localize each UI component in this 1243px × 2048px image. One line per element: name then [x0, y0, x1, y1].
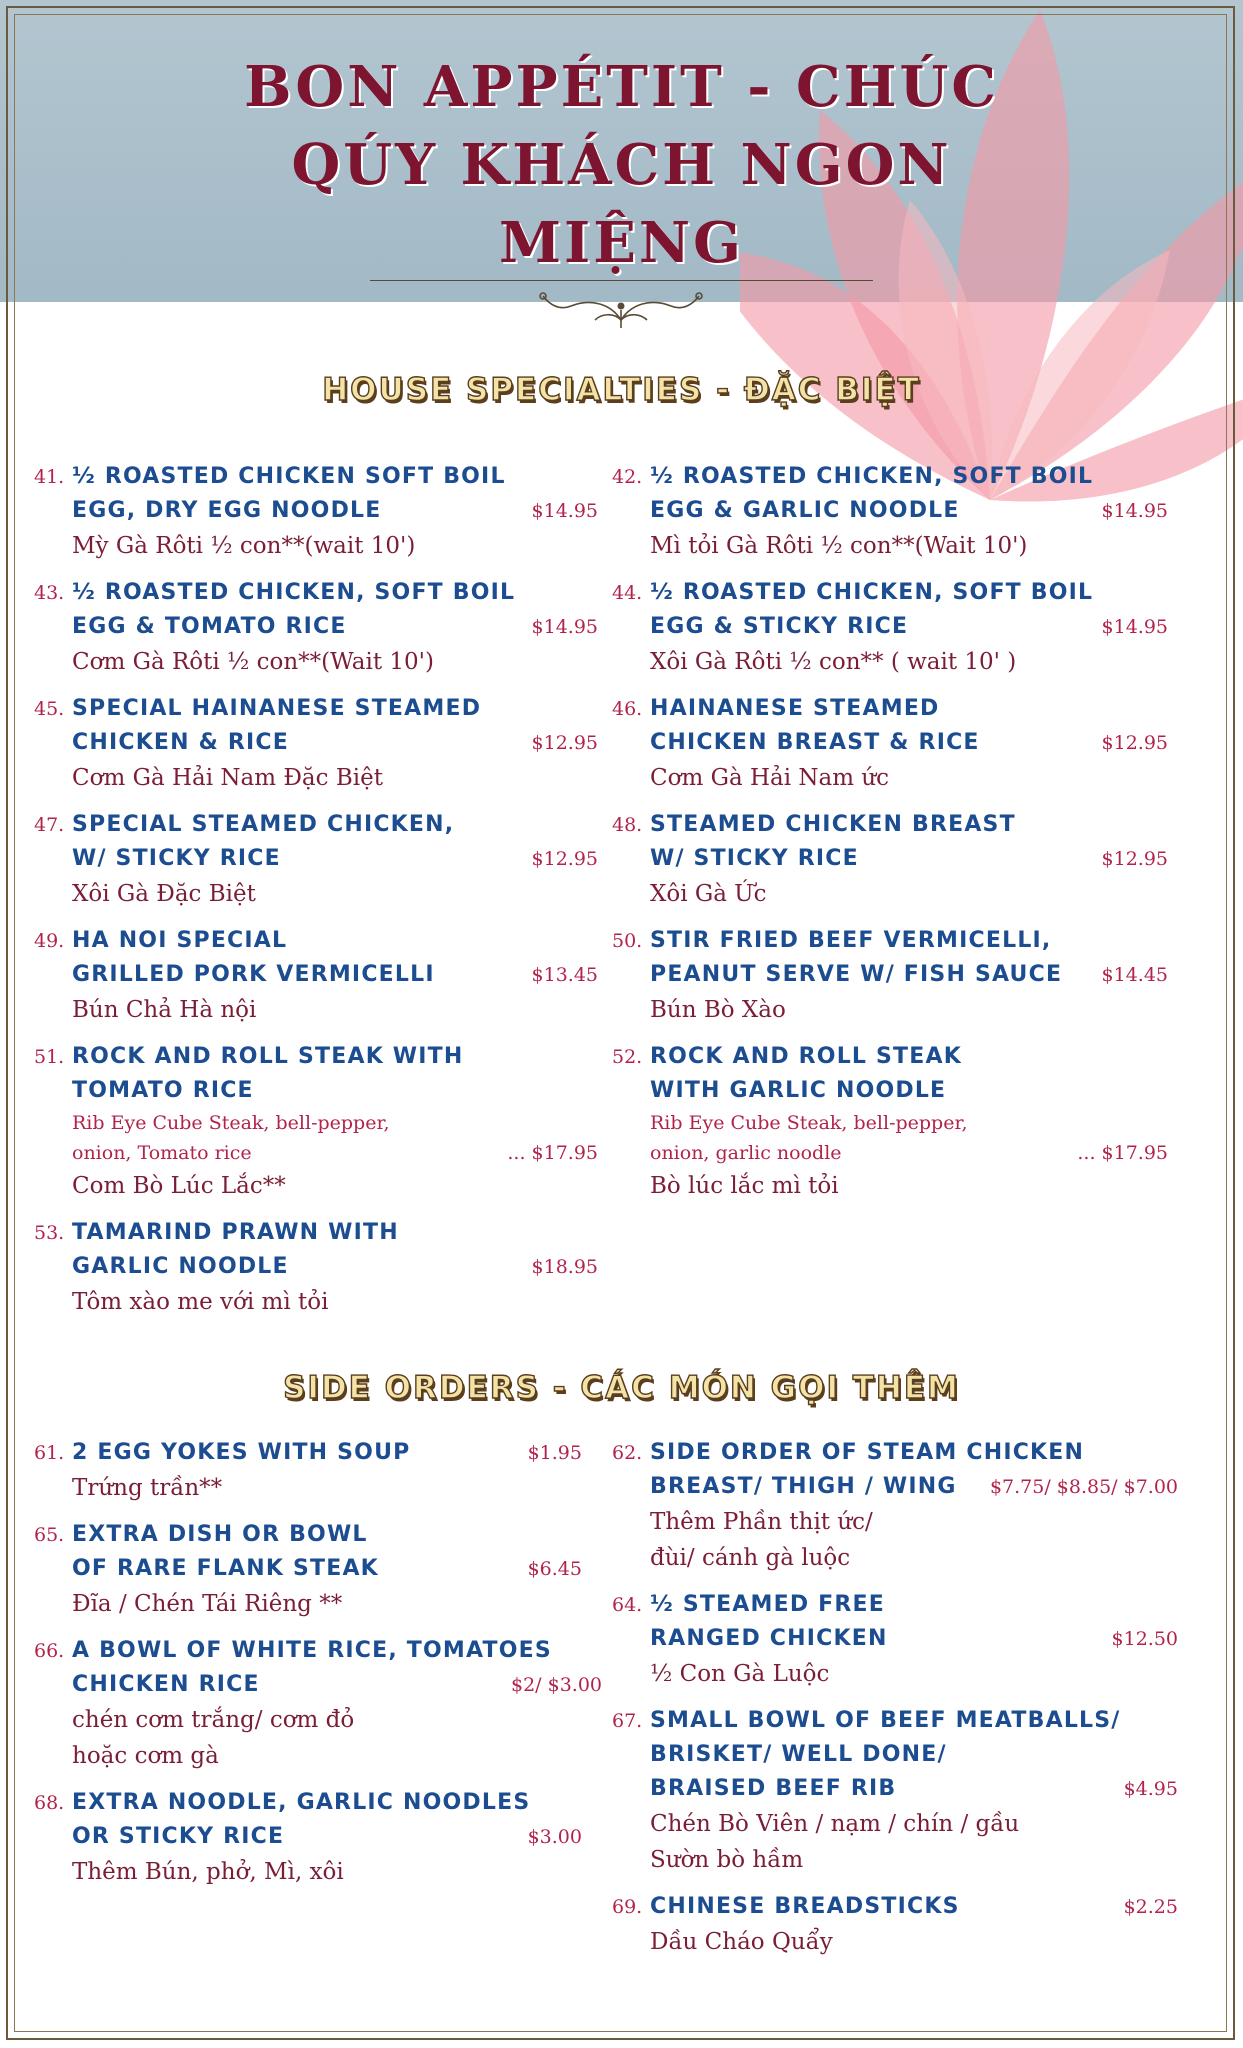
item-name: EGG & TOMATO RICE [72, 614, 347, 639]
item-number: 62. [612, 1442, 643, 1464]
item-number: 41. [34, 466, 65, 488]
item-name: HA NOI SPECIAL [72, 928, 288, 953]
item-price: $12.95 [1101, 732, 1168, 754]
page-title [110, 48, 1133, 282]
item-vietnamese-name: Trứng trần** [72, 1475, 223, 1501]
item-price: $4.95 [1123, 1778, 1178, 1800]
item-name: CHICKEN & RICE [72, 730, 289, 755]
item-name: ROCK AND ROLL STEAK [650, 1044, 962, 1069]
item-name: ½ ROASTED CHICKEN SOFT BOIL [72, 464, 506, 489]
item-price: $3.00 [527, 1826, 582, 1848]
item-number: 43. [34, 582, 65, 604]
item-name: HAINANESE STEAMED [650, 696, 940, 721]
item-vietnamese-name: Bò lúc lắc mì tỏi [650, 1173, 839, 1199]
item-vietnamese-name: Xôi Gà Đặc Biệt [72, 881, 256, 907]
item-vietnamese-name: Cơm Gà Hải Nam Đặc Biệt [72, 765, 383, 791]
item-name: GARLIC NOODLE [72, 1254, 289, 1279]
item-name: SIDE ORDER OF STEAM CHICKEN [650, 1440, 1085, 1465]
item-vietnamese-name: Mỳ Gà Rôti ½ con**(wait 10') [72, 533, 416, 559]
item-price: ... $17.95 [1077, 1142, 1168, 1164]
item-name: GRILLED PORK VERMICELLI [72, 962, 435, 987]
item-vietnamese-name: Bún Chả Hà nội [72, 997, 257, 1023]
item-price: $7.75/ $8.85/ $7.00 [989, 1476, 1178, 1498]
item-price: $12.95 [1101, 848, 1168, 870]
item-name: BREAST/ THIGH / WING [650, 1474, 957, 1499]
item-name: WITH GARLIC NOODLE [650, 1078, 947, 1103]
item-name: TAMARIND PRAWN WITH [72, 1220, 399, 1245]
item-name: SMALL BOWL OF BEEF MEATBALLS/ [650, 1708, 1121, 1733]
item-name: RANGED CHICKEN [650, 1626, 888, 1651]
item-name: EXTRA NOODLE, GARLIC NOODLES [72, 1790, 531, 1815]
item-name: PEANUT SERVE W/ FISH SAUCE [650, 962, 1063, 987]
section-title-side-orders: SIDE ORDERS - CÁC MÓN GỌI THÊM [283, 1370, 960, 1406]
item-number: 51. [34, 1046, 65, 1068]
item-name: OR STICKY RICE [72, 1824, 285, 1849]
item-vietnamese-name: Dầu Cháo Quẩy [650, 1929, 833, 1955]
item-vietnamese-name: Cơm Gà Hải Nam ức [650, 765, 890, 791]
item-number: 61. [34, 1442, 65, 1464]
item-number: 69. [612, 1896, 643, 1918]
item-name: EGG & GARLIC NOODLE [650, 498, 960, 523]
item-vietnamese-name: Thêm Phần thịt ức/ [650, 1509, 873, 1535]
item-vietnamese-name: ½ Con Gà Luộc [650, 1661, 830, 1687]
item-price: $2/ $3.00 [510, 1674, 602, 1696]
item-description: onion, Tomato rice [72, 1142, 252, 1164]
item-number: 65. [34, 1524, 65, 1546]
item-number: 64. [612, 1594, 643, 1616]
item-number: 48. [612, 814, 643, 836]
item-name: EGG, DRY EGG NOODLE [72, 498, 382, 523]
item-name: CHINESE BREADSTICKS [650, 1894, 960, 1919]
item-number: 45. [34, 698, 65, 720]
item-number: 68. [34, 1792, 65, 1814]
item-vietnamese-name: Mì tỏi Gà Rôti ½ con**(Wait 10') [650, 533, 1028, 559]
item-name: BRISKET/ WELL DONE/ [650, 1742, 947, 1767]
item-vietnamese-name: Xôi Gà Ức [650, 881, 767, 907]
item-vietnamese-name: Thêm Bún, phở, Mì, xôi [72, 1859, 344, 1885]
item-price: $14.95 [1101, 616, 1168, 638]
flourish-ornament-icon [521, 284, 721, 332]
item-price: $12.95 [531, 848, 598, 870]
item-vietnamese-name: Com Bò Lúc Lắc** [72, 1173, 286, 1199]
section-title-house-specialties: HOUSE SPECIALTIES - ĐẶC BIỆT [322, 372, 921, 408]
item-name: CHICKEN BREAST & RICE [650, 730, 980, 755]
item-number: 42. [612, 466, 643, 488]
item-number: 52. [612, 1046, 643, 1068]
item-description: onion, garlic noodle [650, 1142, 842, 1164]
item-name: SPECIAL STEAMED CHICKEN, [72, 812, 455, 837]
item-number: 47. [34, 814, 65, 836]
item-number: 67. [612, 1710, 643, 1732]
item-name: EXTRA DISH OR BOWL [72, 1522, 368, 1547]
item-name: BRAISED BEEF RIB [650, 1776, 897, 1801]
title-line: MIỆNG [499, 210, 744, 276]
item-vietnamese-name: hoặc cơm gà [72, 1743, 219, 1769]
item-vietnamese-name: Đĩa / Chén Tái Riêng ** [72, 1591, 343, 1617]
item-number: 66. [34, 1640, 65, 1662]
item-vietnamese-name: Sườn bò hầm [650, 1847, 804, 1873]
item-number: 44. [612, 582, 643, 604]
item-name: EGG & STICKY RICE [650, 614, 909, 639]
item-description: Rib Eye Cube Steak, bell-pepper, [72, 1112, 390, 1134]
item-vietnamese-name: chén cơm trắng/ cơm đỏ [72, 1707, 355, 1733]
item-name: ½ ROASTED CHICKEN, SOFT BOIL [650, 464, 1094, 489]
item-price: $14.45 [1101, 964, 1168, 986]
item-vietnamese-name: Cơm Gà Rôti ½ con**(Wait 10') [72, 649, 434, 675]
item-number: 49. [34, 930, 65, 952]
item-name: STIR FRIED BEEF VERMICELLI, [650, 928, 1052, 953]
item-name: SPECIAL HAINANESE STEAMED [72, 696, 482, 721]
item-name: ½ STEAMED FREE [650, 1592, 886, 1617]
item-description: Rib Eye Cube Steak, bell-pepper, [650, 1112, 968, 1134]
item-name: 2 EGG YOKES WITH SOUP [72, 1440, 411, 1465]
item-price: $6.45 [527, 1558, 582, 1580]
item-vietnamese-name: Bún Bò Xào [650, 997, 786, 1023]
item-name: ½ ROASTED CHICKEN, SOFT BOIL [650, 580, 1094, 605]
item-price: $13.45 [531, 964, 598, 986]
item-price: $12.95 [531, 732, 598, 754]
item-price: $14.95 [531, 500, 598, 522]
item-name: TOMATO RICE [72, 1078, 254, 1103]
title-line: BON APPÉTIT - CHÚC [244, 54, 999, 120]
item-name: ROCK AND ROLL STEAK WITH [72, 1044, 464, 1069]
item-name: A BOWL OF WHITE RICE, TOMATOES [72, 1638, 552, 1663]
item-price: $12.50 [1111, 1628, 1178, 1650]
item-name: STEAMED CHICKEN BREAST [650, 812, 1016, 837]
item-vietnamese-name: Chén Bò Viên / nạm / chín / gầu [650, 1811, 1020, 1837]
item-price: $18.95 [531, 1256, 598, 1278]
item-name: ½ ROASTED CHICKEN, SOFT BOIL [72, 580, 516, 605]
item-vietnamese-name: đùi/ cánh gà luộc [650, 1545, 851, 1571]
item-number: 53. [34, 1222, 65, 1244]
item-name: W/ STICKY RICE [72, 846, 281, 871]
item-vietnamese-name: Tôm xào me với mì tỏi [72, 1289, 329, 1315]
item-price: $14.95 [531, 616, 598, 638]
title-line: QÚY KHÁCH NGON [291, 132, 952, 198]
item-vietnamese-name: Xôi Gà Rôti ½ con** ( wait 10' ) [650, 649, 1017, 675]
title-divider [370, 280, 873, 281]
item-price: $2.25 [1123, 1896, 1178, 1918]
item-price: ... $17.95 [507, 1142, 598, 1164]
item-number: 50. [612, 930, 643, 952]
item-price: $1.95 [527, 1442, 582, 1464]
item-name: W/ STICKY RICE [650, 846, 859, 871]
item-price: $14.95 [1101, 500, 1168, 522]
item-number: 46. [612, 698, 643, 720]
item-name: CHICKEN RICE [72, 1672, 260, 1697]
item-name: OF RARE FLANK STEAK [72, 1556, 379, 1581]
